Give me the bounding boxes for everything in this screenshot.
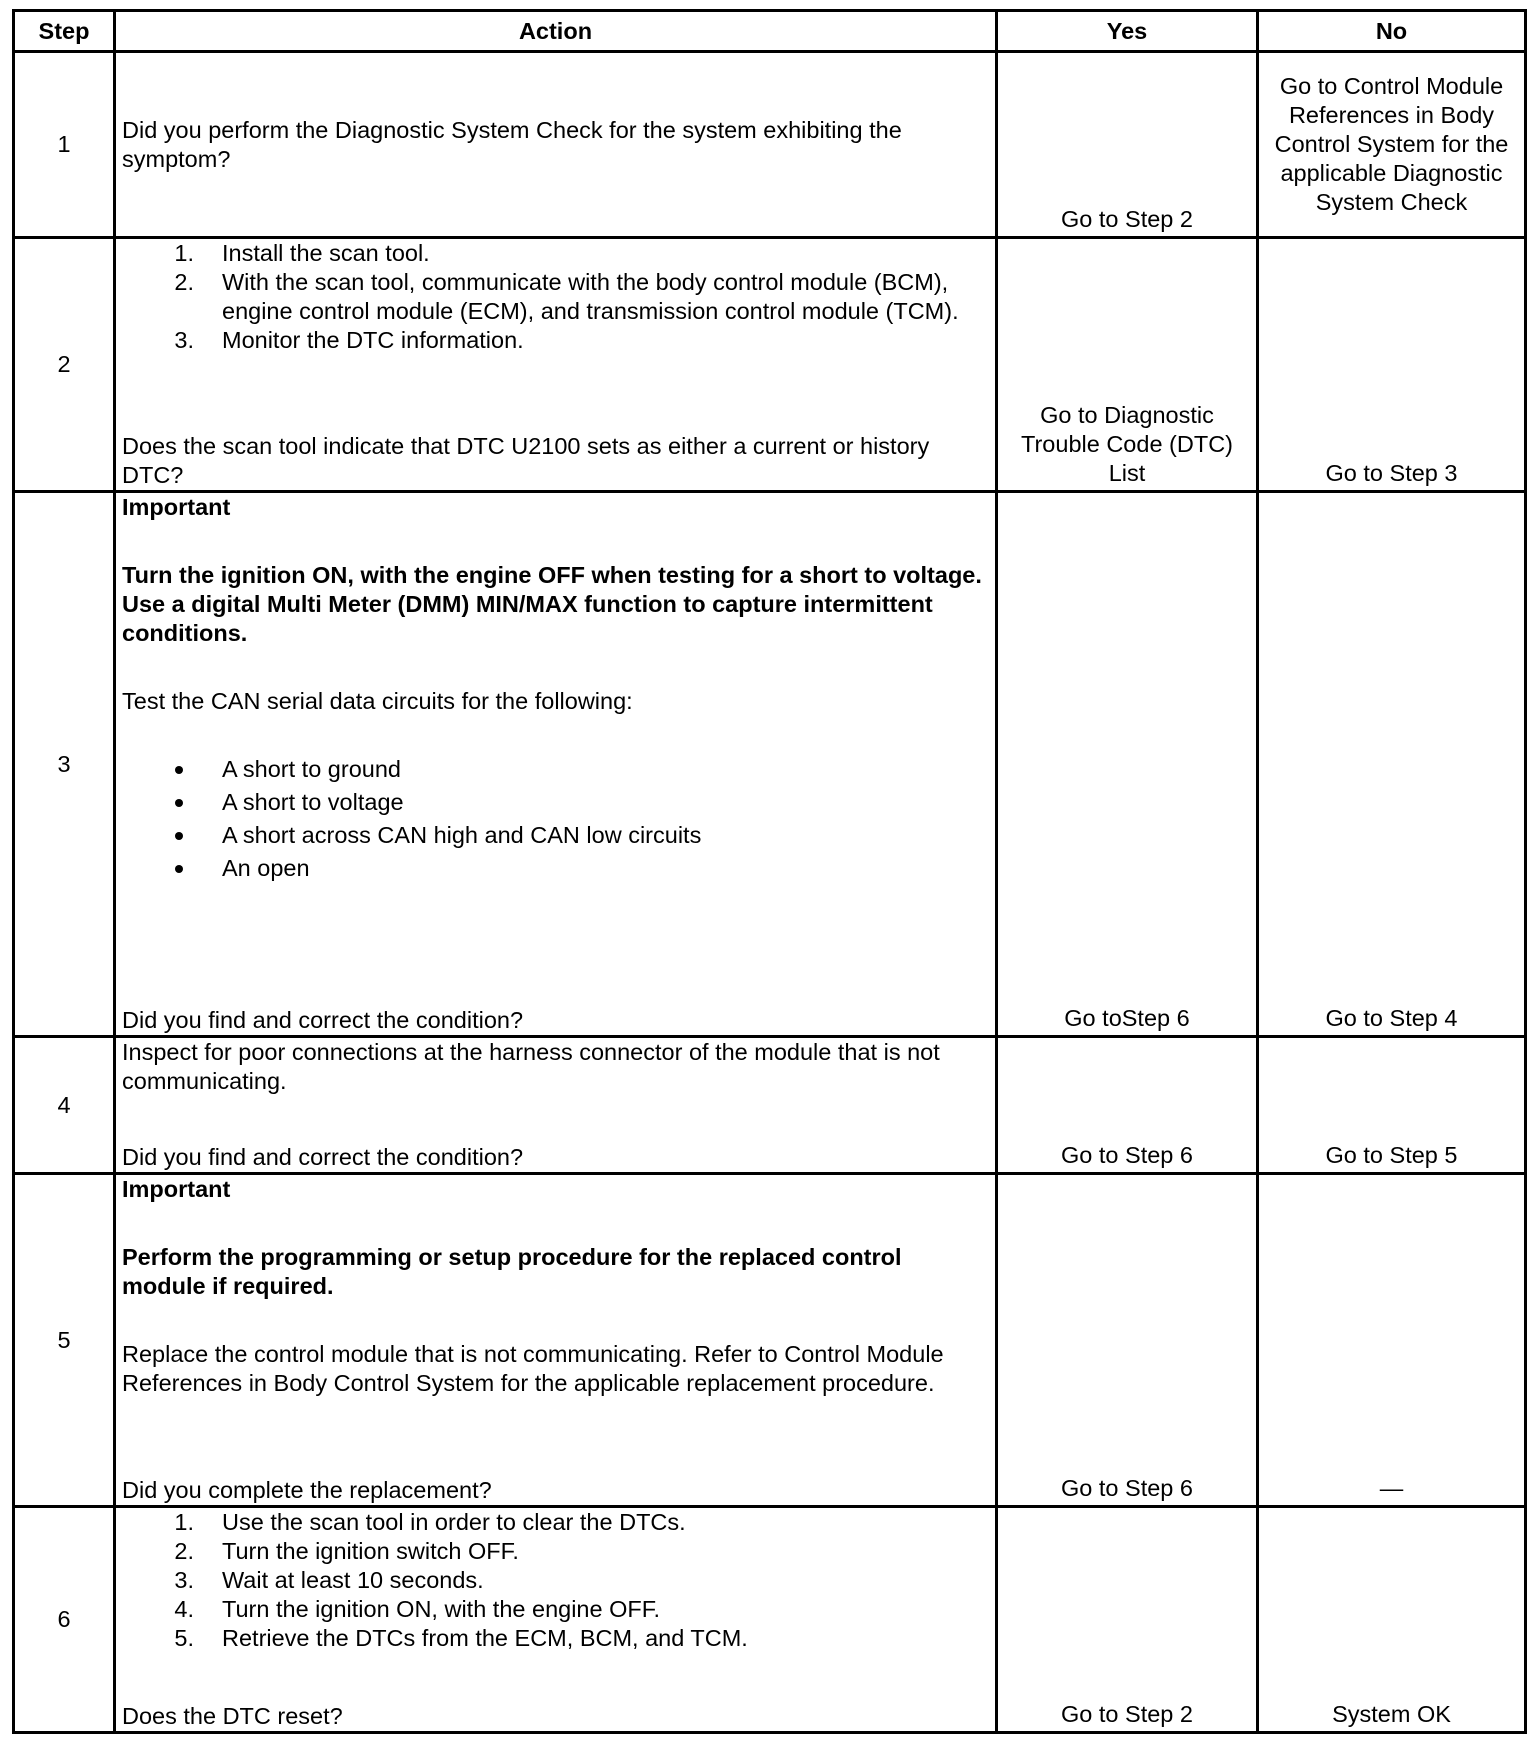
action-question: Did you find and correct the condition? [122,1144,524,1170]
action-text: Replace the control module that is not communicating. Refer to Control Module References in Body Control System for the applicable replacement procedure. [122,1341,944,1396]
list-item: 3. Wait at least 10 seconds. [174,1567,484,1593]
list-item: A short across CAN high and CAN low circuits [122,819,987,852]
no-cell [1258,238,1526,492]
action-cell [115,238,997,492]
list-item: 2. With the scan tool, communicate with the body control module (BCM), engine control module (ECM), and transmission control module (TCM). [174,269,959,324]
header-yes: Yes [997,11,1258,52]
header-no: No [1258,11,1526,52]
step-number: 4 [14,1037,115,1174]
yes-link[interactable]: Go to Diagnostic Trouble Code (DTC) List [1021,402,1233,486]
list-item: 1. Install the scan tool. [174,240,430,266]
diagnostic-table [12,9,1527,1734]
important-label: Important [122,1176,231,1202]
yes-cell [997,492,1258,1037]
step-number: 2 [14,238,115,492]
yes-cell [997,238,1258,492]
table-row [14,1174,1526,1507]
important-note: Perform the programming or setup procedure for the replaced control module if required. [122,1244,902,1299]
action-cell [115,1507,997,1733]
action-question: Does the DTC reset? [122,1703,343,1729]
table-row [14,1507,1526,1733]
no-value: — [1379,1475,1404,1501]
no-value: System OK [1332,1701,1451,1727]
yes-link[interactable]: Go to Step 6 [1061,1142,1193,1168]
list-item: A short to voltage [122,786,987,819]
no-link[interactable]: Go to Step 5 [1325,1142,1458,1168]
yes-link[interactable]: Go to Step 2 [1061,206,1193,232]
action-steps [122,1508,987,1653]
action-cell [115,52,997,238]
yes-link[interactable]: Go to Step 2 [1061,1701,1193,1727]
table-row [14,238,1526,492]
list-item: An open [122,852,987,885]
yes-cell [997,1174,1258,1507]
step-number: 3 [14,492,115,1037]
list-item: 2. Turn the ignition switch OFF. [174,1538,519,1564]
no-cell [1258,1037,1526,1174]
action-steps [122,239,987,355]
action-question: Did you complete the replacement? [122,1477,492,1503]
diagnostic-page [12,9,1524,1728]
yes-cell [997,1037,1258,1174]
yes-cell [997,1507,1258,1733]
table-row [14,52,1526,238]
list-item: 5. Retrieve the DTCs from the ECM, BCM, and TCM. [174,1625,748,1651]
yes-cell [997,52,1258,238]
list-item: A short to ground [122,753,987,786]
header-step: Step [14,11,115,52]
important-note: Turn the ignition ON, with the engine OFF when testing for a short to voltage. Use a digital Multi Meter (DMM) MIN/MAX function to capture intermittent conditions. [122,562,982,646]
no-link[interactable]: Go to Step 4 [1325,1005,1458,1031]
no-link[interactable]: Go to Step 3 [1325,460,1458,486]
no-cell [1258,1507,1526,1733]
action-question: Did you find and correct the condition? [122,1007,524,1033]
action-question: Does the scan tool indicate that DTC U2100 sets as either a current or history DTC? [122,433,930,488]
table-row [14,492,1526,1037]
yes-link[interactable]: Go to Step 6 [1061,1475,1193,1501]
test-list [122,753,987,885]
no-cell [1258,492,1526,1037]
action-cell [115,1037,997,1174]
action-question: Did you perform the Diagnostic System Check for the system exhibiting the symptom? [122,116,902,172]
important-label: Important [122,494,231,520]
no-cell [1258,52,1526,238]
action-text: Inspect for poor connections at the harness connector of the module that is not communicating. [122,1039,940,1094]
action-cell [115,1174,997,1507]
yes-link[interactable]: Go toStep 6 [1064,1005,1190,1031]
action-intro: Test the CAN serial data circuits for the following: [122,688,633,714]
list-item: 4. Turn the ignition ON, with the engine OFF. [174,1596,661,1622]
list-item: 3. Monitor the DTC information. [174,327,524,353]
no-cell [1258,1174,1526,1507]
step-number: 5 [14,1174,115,1507]
step-number: 1 [14,52,115,238]
no-link[interactable]: Go to Control Module References in Body Control System for the applicable Diagnostic System Check [1274,73,1509,215]
step-number: 6 [14,1507,115,1733]
header-action: Action [115,11,997,52]
table-row [14,1037,1526,1174]
list-item: 1. Use the scan tool in order to clear the DTCs. [174,1509,686,1535]
header-row [14,11,1526,52]
action-cell [115,492,997,1037]
